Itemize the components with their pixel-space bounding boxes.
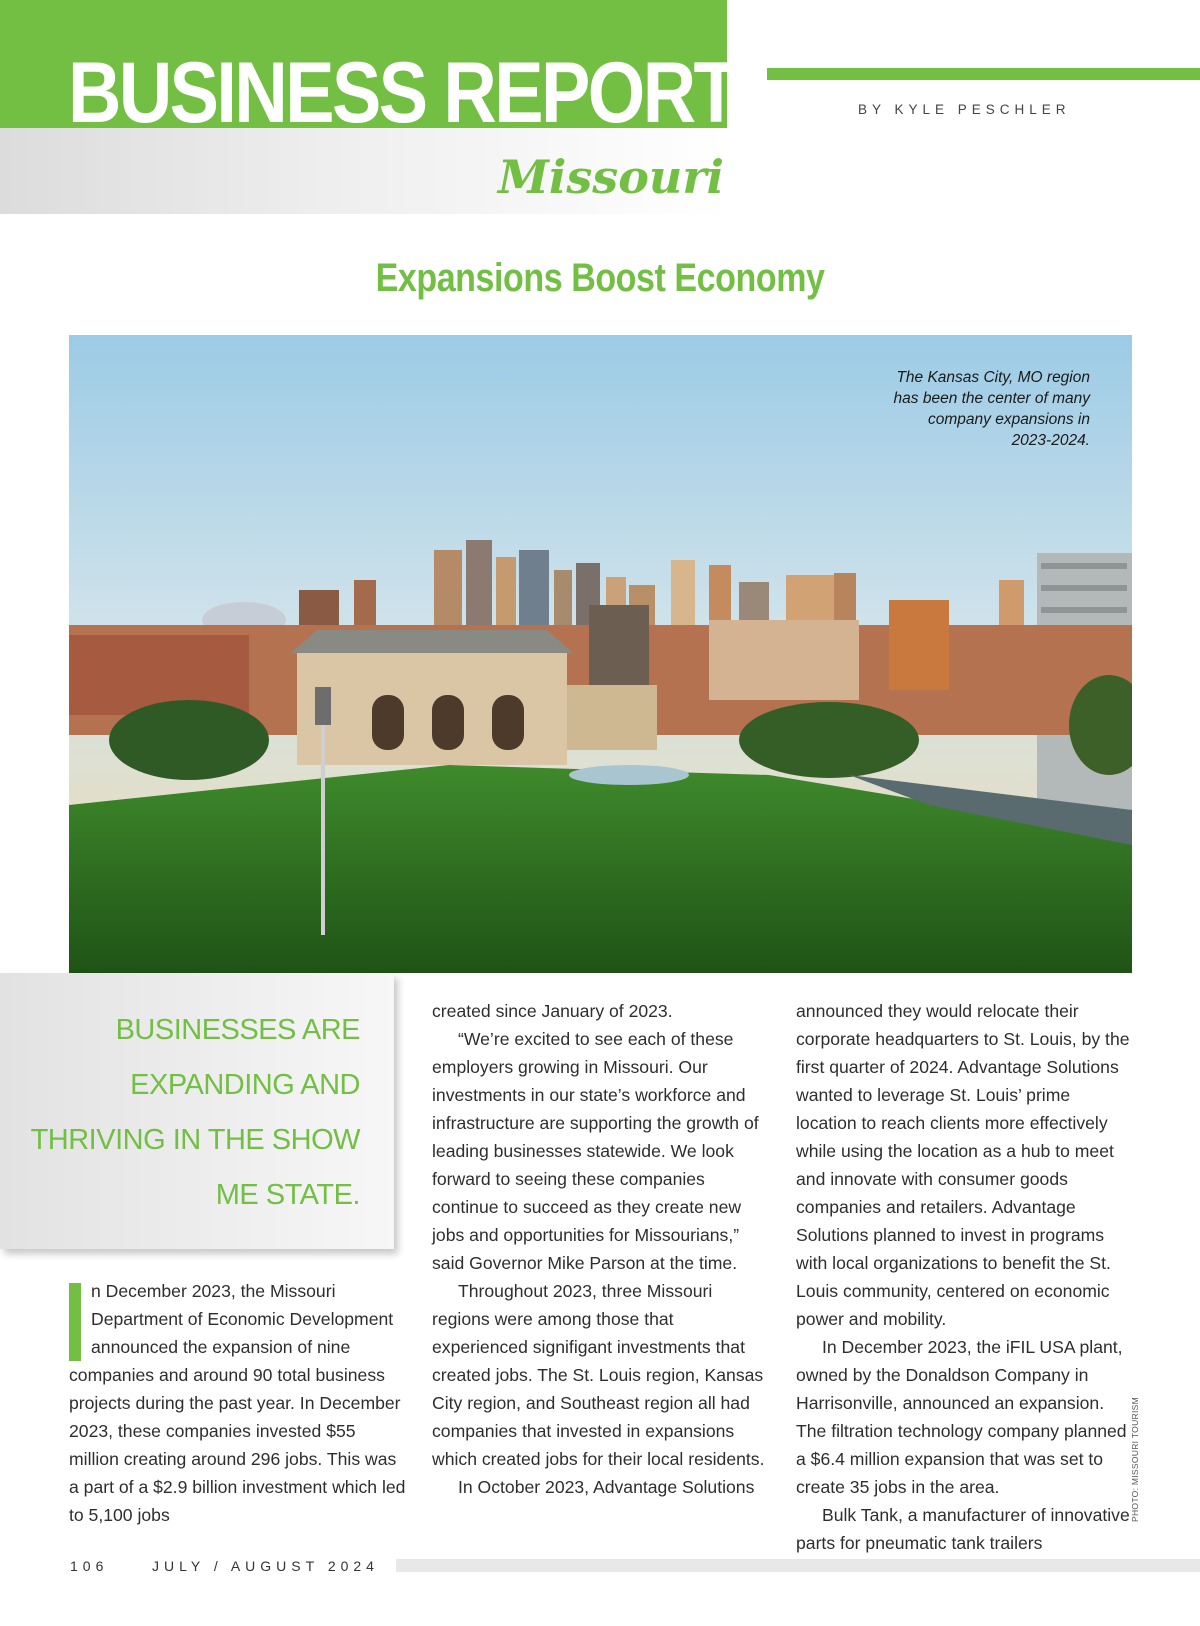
article-paragraph: “We’re excited to see each of these employers growing in Missouri. Our investments in our state’s workforce and infrastructure are supporting the growth of leading businesses statewide. We look forward to seeing these companies continue to succeed as they create new jobs and opportunities for Missourians,” said Governor Mike Parson at the time. — [432, 1029, 759, 1273]
footer-bar — [396, 1559, 1200, 1572]
issue-date: JULY / AUGUST 2024 — [152, 1558, 379, 1574]
article-paragraph: n December 2023, the Missouri Department of Economic Development announced the expansion of nine companies and around 90 total business projects during the past year. In December 2023, these companies invested $55 million creating around 296 jobs. This was a part of a $2.9 billion investment which led to 5,100 jobs — [69, 1281, 406, 1525]
kansas-city-skyline-photo — [69, 335, 1132, 973]
article-column-3 — [796, 997, 1134, 1557]
article-paragraph: announced they would relocate their corporate headquarters to St. Louis, by the first quarter of 2024. Advantage Solutions wanted to leverage St. Louis’ prime location to reach clients more effectively while using the location as a hub to meet and innovate with consumer goods companies and retailers. Advantage Solutions planned to invest in programs with local organizations to benefit the St. Louis community, centered on economic power and mobility. — [796, 1001, 1130, 1329]
article-paragraph: In October 2023, Advantage Solutions — [458, 1477, 755, 1497]
article-paragraph: In December 2023, the iFIL USA plant, owned by the Donaldson Company in Harrisonville, announced an expansion. The filtration technology company planned a $6.4 million expansion that was set to create 35 jobs in the area. — [796, 1337, 1127, 1497]
article-headline — [0, 256, 1200, 301]
drop-cap-i — [69, 1283, 81, 1361]
byline: BY KYLE PESCHLER — [858, 102, 1071, 117]
masthead-title: BUSINESS REPORT — [68, 45, 737, 141]
pull-quote-box — [0, 973, 394, 1249]
article-column-1 — [69, 1277, 407, 1529]
article-paragraph: created since January of 2023. — [432, 1001, 673, 1021]
pull-quote: BUSINESSES ARE EXPANDING AND THRIVING IN THE SHOW ME STATE. — [30, 1014, 360, 1211]
masthead-subtitle: Missouri — [498, 150, 725, 204]
photo-caption: The Kansas City, MO region has been the center of many company expansions in 2023-2024. — [893, 369, 1090, 449]
page-number: 106 — [70, 1558, 109, 1574]
byline-rule — [767, 68, 1200, 80]
article-paragraph: Bulk Tank, a manufacturer of innovative parts for pneumatic tank trailers — [796, 1505, 1130, 1553]
photo-credit: PHOTO: MISSOURI TOURISM — [1130, 1397, 1140, 1522]
article-paragraph: Throughout 2023, three Missouri regions were among those that experienced signifigant investments that created jobs. The St. Louis region, Kansas City region, and Southeast region all had companies that invested in expansions which created jobs for their local residents. — [432, 1281, 765, 1469]
article-column-2 — [432, 997, 770, 1501]
headline-text: Expansions Boost Economy — [375, 256, 825, 300]
